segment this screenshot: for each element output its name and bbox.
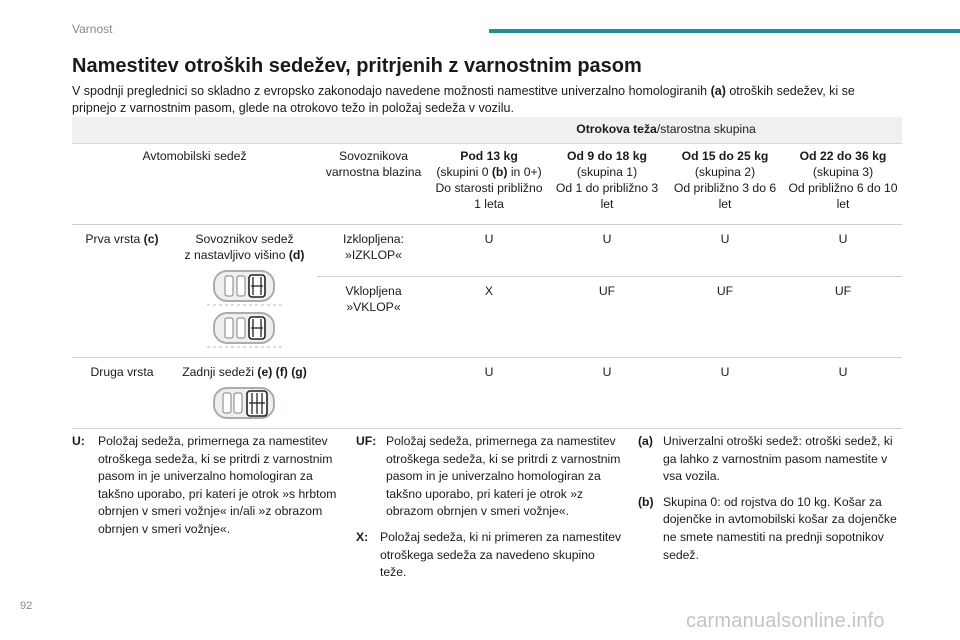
notes-column-2 xyxy=(356,433,624,590)
cell-front-off-g2: U xyxy=(666,225,784,277)
section-label: Varnost xyxy=(72,22,113,36)
table-group-header-row xyxy=(72,117,902,144)
rear-seat-refs: (e) (f) (g) xyxy=(257,365,307,379)
note-u-text: Položaj sedeža, primernega za namestitev otroškega sedeža, ki se pritrdi z varnostnim pasom in je univerzalno homologiran za takšno uporabo, pri kateri je otrok »s hrbtom obrnjen v smeri vožnje« in/ali »z obrazom obrnjen v smeri vožnje«. xyxy=(98,434,337,536)
cell-front-off-g1: U xyxy=(548,225,666,277)
cell-rear-g2: U xyxy=(666,358,784,429)
note-uf xyxy=(356,433,624,521)
front-row-label: Prva vrsta xyxy=(85,232,144,246)
intro-text-2: otroških sedežev, ki se pripnejo z varnostnim pasom, glede na otrokovo težo in položaj sedeža v vozilu. xyxy=(72,84,855,115)
table-empty-corner xyxy=(72,117,430,144)
col2-group: (skupina 1) xyxy=(576,165,638,179)
note-u xyxy=(72,433,340,539)
cell-front-on-g3: UF xyxy=(784,276,902,357)
col4-group: (skupina 3) xyxy=(812,165,874,179)
col-header-group-1 xyxy=(548,144,666,225)
intro-ref-a: (a) xyxy=(710,84,726,98)
cell-front-on-g0: X xyxy=(430,276,548,357)
note-uf-text: Položaj sedeža, primernega za namestitev otroškega sedeža, ki se pritrdi z varnostnim pasom in je univerzalno homologiran za takšno uporabo, pri kateri je otrok »z obrazom obrnjen v smeri vožnje«. xyxy=(386,434,621,519)
row-label-rear: Druga vrsta xyxy=(72,358,172,429)
front-seat-car-diagram-icon xyxy=(207,269,283,351)
col-header-airbag: Sovoznikova varnostna blazina xyxy=(317,144,430,225)
note-a xyxy=(638,433,904,486)
child-seat-table xyxy=(72,117,902,429)
cell-front-off-g3: U xyxy=(784,225,902,277)
col3-age: Od približno 3 do 6 let xyxy=(673,181,777,211)
col1-line1-post: in 0+) xyxy=(507,165,542,179)
cell-rear-g1: U xyxy=(548,358,666,429)
note-b-key: (b) xyxy=(638,494,654,509)
note-x xyxy=(356,529,624,582)
front-seat-line2 xyxy=(176,247,313,263)
col1-line1-pre: (skupini 0 xyxy=(436,165,492,179)
notes-column-1 xyxy=(72,433,340,547)
weight-header-bold: Otrokova teža xyxy=(576,122,657,136)
airbag-on-label: Vklopljena »VKLOP« xyxy=(317,276,430,357)
rear-airbag-empty xyxy=(317,358,430,429)
note-b-text: Skupina 0: od rojstva do 10 kg. Košar za dojenčke in avtomobilski košar za dojenčke ne smete namestiti na prednji sopotnikov sedež. xyxy=(663,494,897,562)
notes-column-3 xyxy=(638,433,904,572)
note-x-text: Položaj sedeža, ki ni primeren za namestitev otroškega sedeža za navedeno skupino teže. xyxy=(380,529,622,580)
front-row-ref-c: (c) xyxy=(143,232,159,246)
col2-age: Od 1 do približno 3 let xyxy=(555,181,659,211)
col3-weight: Od 15 do 25 kg xyxy=(681,149,769,163)
col1-line1 xyxy=(434,164,544,180)
rear-seat-text: Zadnji sedeži xyxy=(182,365,258,379)
cell-rear-g0: U xyxy=(430,358,548,429)
col1-age: Do starosti približno 1 leta xyxy=(435,181,543,211)
watermark: carmanualsonline.info xyxy=(686,610,885,632)
rear-seat-line xyxy=(176,364,313,380)
front-seat-line2-text: z nastavljivo višino xyxy=(184,248,289,262)
weight-group-header xyxy=(430,117,902,144)
table-row-front-airbag-off xyxy=(72,225,902,277)
intro-text-1: V spodnji preglednici so skladno z evropsko zakonodajo navedene možnosti namestitve univerzalno homologiranih xyxy=(72,84,711,98)
col4-age: Od približno 6 do 10 let xyxy=(788,181,898,211)
front-seat-line1: Sovoznikov sedež xyxy=(195,232,294,246)
note-x-key: X: xyxy=(356,529,369,544)
front-seat-cell xyxy=(172,225,317,358)
intro-paragraph xyxy=(72,83,902,117)
rear-seat-car-diagram-icon xyxy=(207,386,283,422)
note-a-key: (a) xyxy=(638,434,653,448)
col-header-group-3 xyxy=(784,144,902,225)
note-b xyxy=(638,494,904,564)
table-row-rear xyxy=(72,358,902,429)
note-u-key: U: xyxy=(72,434,85,448)
cell-front-on-g2: UF xyxy=(666,276,784,357)
col2-weight: Od 9 do 18 kg xyxy=(567,149,647,163)
page-number: 92 xyxy=(20,600,33,612)
rear-seat-cell xyxy=(172,358,317,429)
note-a-text: Univerzalni otroški sedež: otroški sedež, ki ga lahko z varnostnim pasom namestite v vsa vozila. xyxy=(663,434,893,484)
col-header-group-2 xyxy=(666,144,784,225)
col1-weight: Pod 13 kg xyxy=(460,149,518,163)
airbag-off-label: Izklopljena: »IZKLOP« xyxy=(317,225,430,277)
cell-rear-g3: U xyxy=(784,358,902,429)
note-uf-key: UF: xyxy=(356,434,377,448)
col-header-group-0 xyxy=(430,144,548,225)
col1-ref-b: (b) xyxy=(491,165,508,179)
weight-header-rest: /starostna skupina xyxy=(656,122,756,136)
cell-front-on-g1: UF xyxy=(548,276,666,357)
front-seat-ref-d: (d) xyxy=(288,248,305,262)
col4-weight: Od 22 do 36 kg xyxy=(799,149,887,163)
row-label-front xyxy=(72,225,172,358)
col-header-seat: Avtomobilski sedež xyxy=(72,144,317,225)
col3-group: (skupina 2) xyxy=(694,165,756,179)
cell-front-off-g0: U xyxy=(430,225,548,277)
header-accent-bar xyxy=(489,29,960,33)
page-title: Namestitev otroških sedežev, pritrjenih z varnostnim pasom xyxy=(72,55,642,77)
table-column-header-row xyxy=(72,144,902,225)
